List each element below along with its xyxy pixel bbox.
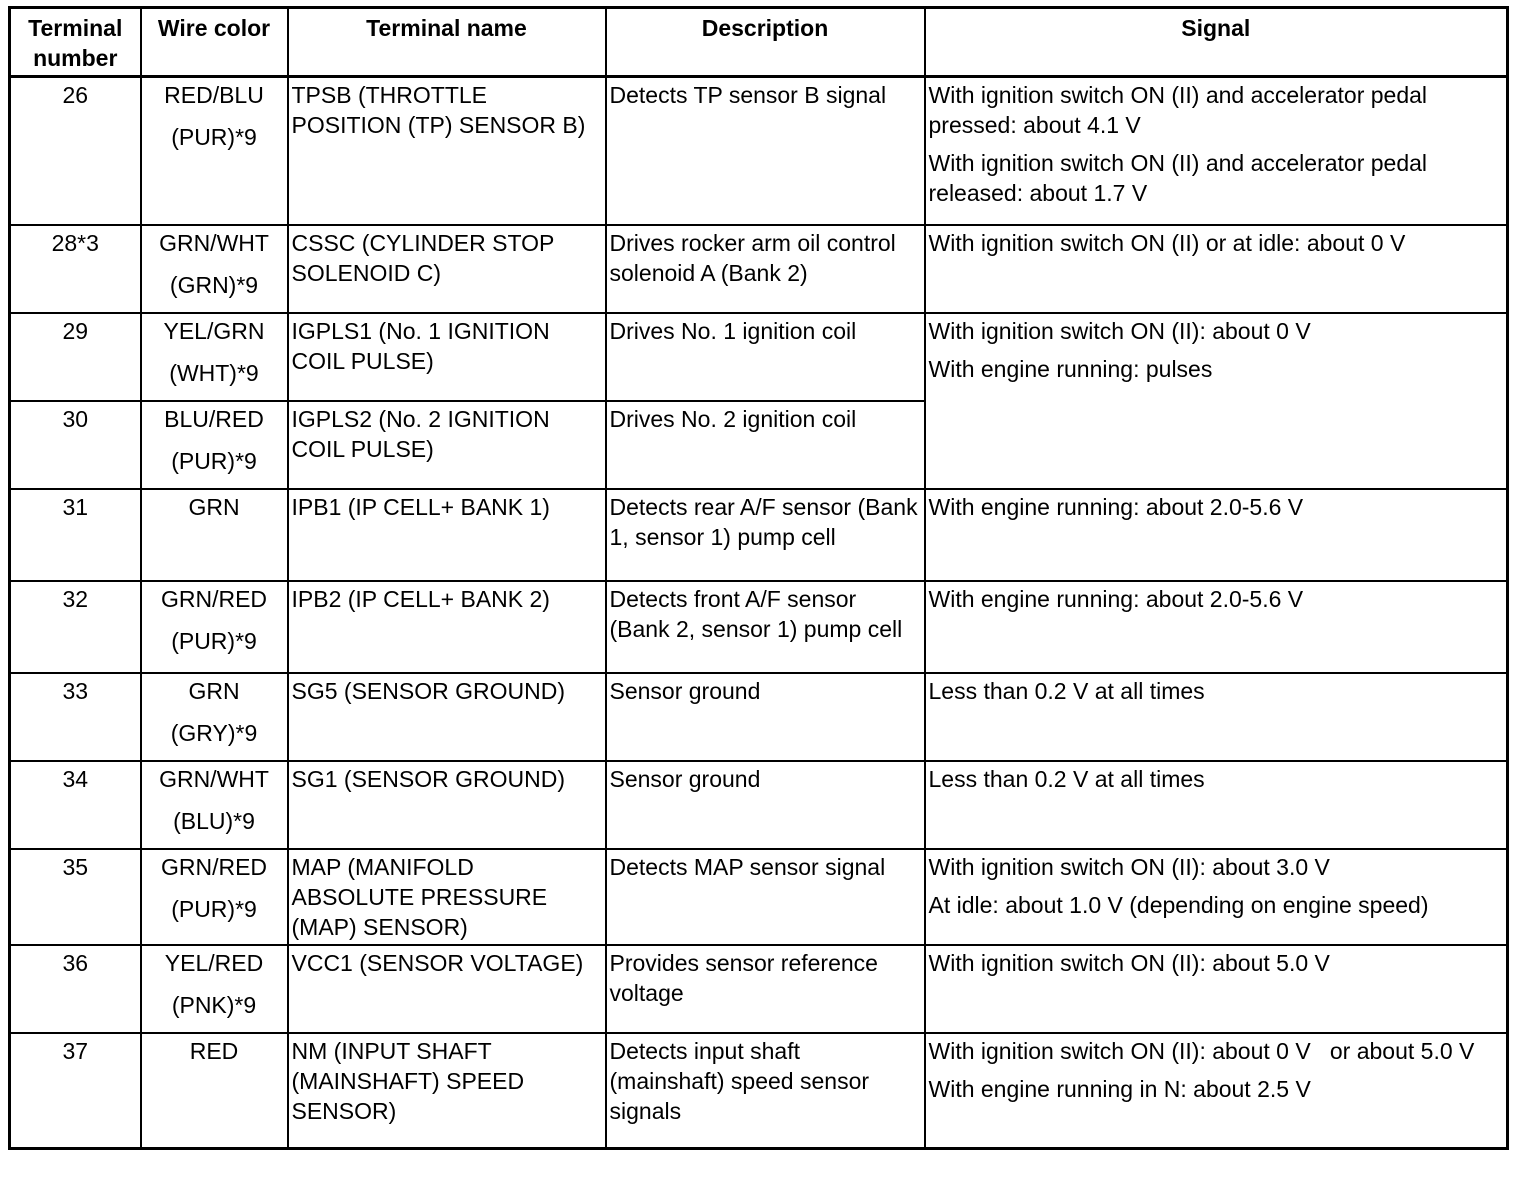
wire-color-alt: (WHT)*9 [169,359,259,386]
wire-color-alt: (PUR)*9 [171,895,257,922]
wire-color [141,1033,288,1149]
wire-color [141,761,288,849]
table-row [10,489,1508,581]
table-row [10,225,1508,313]
signal-line: With engine running: about 2.0-5.6 V [928,493,1304,520]
terminal-number: 30 [10,401,141,489]
table-row [10,849,1508,945]
terminal-number: 31 [10,489,141,581]
wire-color-main: GRN [188,677,240,704]
wire-color-main: RED/BLU [164,82,264,108]
terminal-number: 29 [10,313,141,401]
description: Sensor ground [606,673,925,761]
table-row [10,1033,1508,1149]
signal-line: Less than 0.2 V at all times [928,765,1205,792]
description: Detects MAP sensor signal [606,849,925,945]
terminal-number: 37 [10,1033,141,1149]
signal [925,761,1508,849]
description: Detects TP sensor B signal [606,77,925,225]
wire-color [141,945,288,1033]
wire-color-main: YEL/RED [164,949,264,976]
signal-line: With ignition switch ON (II): about 0 V [928,317,1311,344]
description: Drives No. 2 ignition coil [606,401,925,489]
terminal-name: SG1 (SENSOR GROUND) [288,761,606,849]
description: Provides sensor reference voltage [606,945,925,1033]
terminal-number: 35 [10,849,141,945]
terminal-name: IPB2 (IP CELL+ BANK 2) [288,581,606,673]
signal-line: Less than 0.2 V at all times [928,677,1205,704]
terminal-number: 28*3 [10,225,141,313]
description: Detects input shaft (mainshaft) speed sensor signals [606,1033,925,1149]
wire-color [141,489,288,581]
signal-line: With engine running in N: about 2.5 V [928,1075,1311,1102]
terminal-name: CSSC (CYLINDER STOP SOLENOID C) [288,225,606,313]
signal [925,77,1508,225]
header-terminal-number: Terminal number [10,8,141,77]
header-wire-color: Wire color [141,8,288,77]
wire-color-main: GRN [188,493,240,520]
description: Drives No. 1 ignition coil [606,313,925,401]
wire-color-main: GRN/RED [160,585,268,612]
terminal-name: VCC1 (SENSOR VOLTAGE) [288,945,606,1033]
table-row [10,945,1508,1033]
signal [925,1033,1508,1149]
header-row [10,8,1508,77]
terminal-number: 34 [10,761,141,849]
signal [925,225,1508,313]
signal [925,581,1508,673]
wire-color [141,849,288,945]
wire-color-alt: (GRN)*9 [169,271,259,298]
header-description: Description [606,8,925,77]
wire-color-main: BLU/RED [164,405,264,432]
signal-line: With ignition switch ON (II) and accelerator pedal released: about 1.7 V [928,150,1428,206]
wire-color-alt: (PUR)*9 [171,124,257,150]
wire-color-alt: (GRY)*9 [170,719,258,746]
terminal-name: SG5 (SENSOR GROUND) [288,673,606,761]
wire-color-alt: (PNK)*9 [171,991,257,1018]
signal-line: With engine running: about 2.0-5.6 V [928,585,1304,612]
wire-color-alt: (BLU)*9 [173,807,255,834]
signal [925,673,1508,761]
wire-color-alt: (PUR)*9 [171,447,257,474]
signal-line: With ignition switch ON (II) and accelerator pedal pressed: about 4.1 V [928,82,1428,138]
signal [925,313,1508,489]
wire-color-main: GRN/WHT [159,765,269,792]
wire-color-alt: (PUR)*9 [171,627,257,654]
wire-color-main: GRN/RED [160,853,268,880]
description: Sensor ground [606,761,925,849]
signal-line: With ignition switch ON (II): about 5.0 V [928,949,1330,976]
signal-line: With engine running: pulses [928,355,1213,382]
wire-color [141,313,288,401]
signal-line: With ignition switch ON (II): about 3.0 V [928,853,1330,880]
terminal-name: IGPLS1 (No. 1 IGNITION COIL PULSE) [288,313,606,401]
wire-color-main: RED [189,1037,239,1064]
header-signal: Signal [925,8,1508,77]
wire-color [141,401,288,489]
terminal-number: 26 [10,77,141,225]
wire-color [141,225,288,313]
signal-line: With ignition switch ON (II) or at idle: about 0 V [928,229,1406,256]
terminal-name: IGPLS2 (No. 2 IGNITION COIL PULSE) [288,401,606,489]
wire-color [141,581,288,673]
terminal-name: MAP (MANIFOLD ABSOLUTE PRESSURE (MAP) SENSOR) [288,849,606,945]
table-row [10,77,1508,225]
table-row [10,313,1508,401]
table-row [10,581,1508,673]
table-row [10,673,1508,761]
signal-line: At idle: about 1.0 V (depending on engine speed) [928,891,1429,918]
terminal-table [8,6,1509,1150]
terminal-number: 36 [10,945,141,1033]
wire-color-main: GRN/WHT [159,229,269,256]
description: Detects rear A/F sensor (Bank 1, sensor 1) pump cell [606,489,925,581]
signal [925,945,1508,1033]
terminal-name: IPB1 (IP CELL+ BANK 1) [288,489,606,581]
signal [925,849,1508,945]
description: Detects front A/F sensor (Bank 2, sensor 1) pump cell [606,581,925,673]
description: Drives rocker arm oil control solenoid A (Bank 2) [606,225,925,313]
wire-color-main: YEL/GRN [163,317,265,344]
terminal-number: 32 [10,581,141,673]
table-row [10,761,1508,849]
terminal-number: 33 [10,673,141,761]
terminal-name: NM (INPUT SHAFT (MAINSHAFT) SPEED SENSOR) [288,1033,606,1149]
terminal-name: TPSB (THROTTLE POSITION (TP) SENSOR B) [288,77,606,225]
signal-line: With ignition switch ON (II): about 0 V or about 5.0 V [928,1037,1475,1064]
wire-color [141,673,288,761]
wire-color [141,77,288,225]
header-terminal-name: Terminal name [288,8,606,77]
signal [925,489,1508,581]
